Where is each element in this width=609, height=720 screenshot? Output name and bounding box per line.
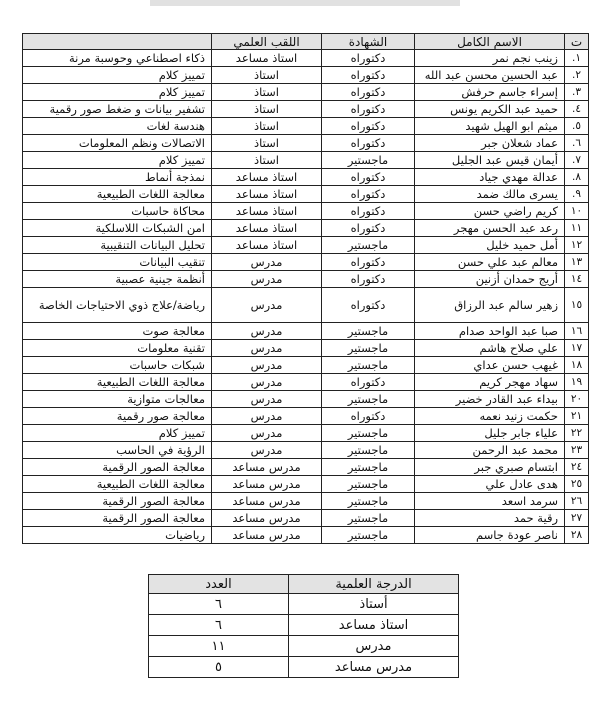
staff-specialization: تحليل البيانات التنقيبية (23, 237, 212, 254)
staff-name: غيهب حسن عداي (415, 357, 565, 374)
table-row (23, 459, 589, 476)
table-row (23, 152, 589, 169)
staff-rank: مدرس مساعد (212, 459, 322, 476)
row-number: ٢٨ (565, 527, 589, 544)
staff-name: ميثم ابو الهيل شهيد (415, 118, 565, 135)
staff-rank: استاذ مساعد (212, 169, 322, 186)
staff-specialization: أنظمة جينية عصبية (23, 271, 212, 288)
table-row (23, 374, 589, 391)
staff-certificate: ماجستير (322, 391, 415, 408)
staff-rank: مدرس (212, 425, 322, 442)
staff-table-header (23, 34, 589, 50)
staff-name: عدالة مهدي جياد (415, 169, 565, 186)
table-row (23, 101, 589, 118)
staff-certificate: دكتوراه (322, 203, 415, 220)
table-row (23, 476, 589, 493)
row-number: ٢٠ (565, 391, 589, 408)
staff-rank: مدرس (212, 340, 322, 357)
header-rank: اللقب العلمي (212, 34, 322, 50)
row-number: ٢٤ (565, 459, 589, 476)
staff-certificate: ماجستير (322, 442, 415, 459)
summary-degree: استاذ مساعد (289, 615, 459, 636)
staff-name: زينب نجم نمر (415, 50, 565, 67)
staff-name: أريج حمدان أزنين (415, 271, 565, 288)
staff-certificate: ماجستير (322, 459, 415, 476)
staff-specialization: معالجة صوت (23, 323, 212, 340)
summary-row (149, 657, 459, 678)
staff-rank: استاذ مساعد (212, 186, 322, 203)
staff-certificate: ماجستير (322, 510, 415, 527)
staff-name: سهاد مهجر كريم (415, 374, 565, 391)
staff-rank: استاذ مساعد (212, 237, 322, 254)
header-degree: الدرجة العلمية (289, 575, 459, 594)
row-number: ١٩ (565, 374, 589, 391)
staff-rank: مدرس مساعد (212, 510, 322, 527)
staff-certificate: دكتوراه (322, 408, 415, 425)
staff-rank: استاذ مساعد (212, 220, 322, 237)
staff-certificate: ماجستير (322, 152, 415, 169)
staff-name: محمد عبد الرحمن (415, 442, 565, 459)
staff-specialization: تمييز كلام (23, 425, 212, 442)
staff-specialization: تمييز كلام (23, 67, 212, 84)
staff-specialization: امن الشبكات اللاسلكية (23, 220, 212, 237)
staff-name: إسراء جاسم حرفش (415, 84, 565, 101)
header-count: العدد (149, 575, 289, 594)
table-row (23, 203, 589, 220)
row-number: ٤. (565, 101, 589, 118)
staff-specialization: شبكات حاسبات (23, 357, 212, 374)
summary-table (148, 574, 459, 678)
staff-certificate: دكتوراه (322, 374, 415, 391)
staff-rank: استاذ (212, 67, 322, 84)
staff-specialization: معالجة الصور الرقمية (23, 459, 212, 476)
staff-certificate: دكتوراه (322, 220, 415, 237)
staff-specialization: هندسة لغات (23, 118, 212, 135)
row-number: ٢٣ (565, 442, 589, 459)
staff-rank: مدرس (212, 391, 322, 408)
staff-rank: مدرس (212, 323, 322, 340)
summary-count: ٦ (149, 615, 289, 636)
staff-certificate: دكتوراه (322, 271, 415, 288)
staff-name: أمل حميد خليل (415, 237, 565, 254)
staff-certificate: دكتوراه (322, 288, 415, 323)
staff-name: حكمت زنيد نعمه (415, 408, 565, 425)
row-number: ١٠ (565, 203, 589, 220)
staff-specialization: معالجة اللغات الطبيعية (23, 374, 212, 391)
table-row (23, 340, 589, 357)
table-row (23, 67, 589, 84)
summary-table-body (149, 594, 459, 678)
staff-specialization: معالجات متوازية (23, 391, 212, 408)
staff-specialization: ذكاء اصطناعي وحوسبة مرنة (23, 50, 212, 67)
staff-name: ناصر عودة جاسم (415, 527, 565, 544)
staff-rank: مدرس (212, 442, 322, 459)
staff-specialization: معالجة الصور الرقمية (23, 493, 212, 510)
row-number: ١٦ (565, 323, 589, 340)
staff-name: رقية حمد (415, 510, 565, 527)
staff-certificate: دكتوراه (322, 254, 415, 271)
staff-rank: استاذ (212, 135, 322, 152)
staff-specialization: تقنية معلومات (23, 340, 212, 357)
row-number: ١١ (565, 220, 589, 237)
staff-rank: مدرس مساعد (212, 476, 322, 493)
staff-rank: مدرس (212, 271, 322, 288)
top-edge-strip (150, 0, 460, 6)
summary-count: ٦ (149, 594, 289, 615)
staff-certificate: ماجستير (322, 357, 415, 374)
staff-name: معالم عبد علي حسن (415, 254, 565, 271)
staff-rank: استاذ (212, 118, 322, 135)
staff-certificate: ماجستير (322, 425, 415, 442)
table-row (23, 50, 589, 67)
summary-count: ١١ (149, 636, 289, 657)
header-name: الاسم الكامل (415, 34, 565, 50)
staff-name: سرمد اسعد (415, 493, 565, 510)
row-number: ٨. (565, 169, 589, 186)
table-row (23, 493, 589, 510)
staff-certificate: دكتوراه (322, 135, 415, 152)
staff-specialization: الرؤية في الحاسب (23, 442, 212, 459)
staff-certificate: دكتوراه (322, 169, 415, 186)
staff-name: صبا عبد الواحد صدام (415, 323, 565, 340)
staff-rank: مدرس (212, 408, 322, 425)
staff-rank: مدرس مساعد (212, 493, 322, 510)
staff-specialization: الاتصالات ونظم المعلومات (23, 135, 212, 152)
staff-specialization: معالجة اللغات الطبيعية (23, 476, 212, 493)
staff-specialization: تنقيب البيانات (23, 254, 212, 271)
staff-specialization: معالجة اللغات الطبيعية (23, 186, 212, 203)
staff-specialization: رياضيات (23, 527, 212, 544)
staff-name: كريم راضي حسن (415, 203, 565, 220)
staff-name: حميد عبد الكريم يونس (415, 101, 565, 118)
header-certificate: الشهادة (322, 34, 415, 50)
table-row (23, 237, 589, 254)
staff-certificate: ماجستير (322, 340, 415, 357)
staff-name: علي صلاح هاشم (415, 340, 565, 357)
table-row (23, 442, 589, 459)
staff-certificate: دكتوراه (322, 84, 415, 101)
table-row (23, 118, 589, 135)
staff-name: علياء جابر جليل (415, 425, 565, 442)
table-row (23, 527, 589, 544)
summary-count: ٥ (149, 657, 289, 678)
staff-rank: استاذ (212, 84, 322, 101)
staff-rank: مدرس (212, 357, 322, 374)
summary-row (149, 594, 459, 615)
summary-row (149, 636, 459, 657)
row-number: ٦. (565, 135, 589, 152)
table-row (23, 220, 589, 237)
table-row (23, 425, 589, 442)
staff-specialization: نمذجة أنماط (23, 169, 212, 186)
summary-row (149, 615, 459, 636)
staff-certificate: دكتوراه (322, 50, 415, 67)
table-row (23, 186, 589, 203)
row-number: ٣. (565, 84, 589, 101)
table-row (23, 169, 589, 186)
row-number: ١٥ (565, 288, 589, 323)
staff-name: بيداء عبد القادر خضير (415, 391, 565, 408)
table-row (23, 288, 589, 323)
staff-certificate: دكتوراه (322, 67, 415, 84)
staff-name: عماد شعلان جبر (415, 135, 565, 152)
table-row (23, 135, 589, 152)
staff-table-body (23, 50, 589, 544)
staff-certificate: ماجستير (322, 237, 415, 254)
table-row (23, 391, 589, 408)
table-row (23, 510, 589, 527)
staff-rank: مدرس (212, 374, 322, 391)
staff-rank: استاذ (212, 101, 322, 118)
row-number: ١٨ (565, 357, 589, 374)
row-number: ٢٥ (565, 476, 589, 493)
summary-table-header (149, 575, 459, 594)
table-row (23, 357, 589, 374)
table-row (23, 323, 589, 340)
row-number: ٢٢ (565, 425, 589, 442)
staff-rank: استاذ (212, 152, 322, 169)
row-number: ١٧ (565, 340, 589, 357)
staff-rank: مدرس مساعد (212, 527, 322, 544)
row-number: ٧. (565, 152, 589, 169)
staff-specialization: تمييز كلام (23, 152, 212, 169)
staff-name: رعد عبد الحسن مهجر (415, 220, 565, 237)
staff-certificate: دكتوراه (322, 118, 415, 135)
staff-specialization: تمييز كلام (23, 84, 212, 101)
header-num: ت (565, 34, 589, 50)
staff-name: زهير سالم عبد الرزاق (415, 288, 565, 323)
staff-name: ابتسام صبري جبر (415, 459, 565, 476)
staff-certificate: ماجستير (322, 527, 415, 544)
staff-certificate: دكتوراه (322, 101, 415, 118)
row-number: ٩. (565, 186, 589, 203)
staff-specialization: تشفير بيانات و ضغط صور رقمية (23, 101, 212, 118)
staff-specialization: معالجة صور رقمية (23, 408, 212, 425)
staff-specialization: معالجة الصور الرقمية (23, 510, 212, 527)
table-row (23, 254, 589, 271)
row-number: ٥. (565, 118, 589, 135)
table-row (23, 84, 589, 101)
staff-name: عبد الحسين محسن عبد الله (415, 67, 565, 84)
row-number: ٢. (565, 67, 589, 84)
row-number: ٢٧ (565, 510, 589, 527)
staff-specialization: محاكاة حاسبات (23, 203, 212, 220)
row-number: ١٣ (565, 254, 589, 271)
header-specialization (23, 34, 212, 50)
staff-name: أيمان قيس عبد الجليل (415, 152, 565, 169)
summary-degree: مدرس (289, 636, 459, 657)
staff-certificate: ماجستير (322, 323, 415, 340)
row-number: ١٤ (565, 271, 589, 288)
row-number: ١٢ (565, 237, 589, 254)
staff-rank: استاذ مساعد (212, 50, 322, 67)
summary-degree: أستاذ (289, 594, 459, 615)
row-number: ٢١ (565, 408, 589, 425)
staff-table (22, 33, 589, 544)
summary-degree: مدرس مساعد (289, 657, 459, 678)
staff-certificate: ماجستير (322, 493, 415, 510)
staff-name: يسرى مالك ضمد (415, 186, 565, 203)
staff-rank: مدرس (212, 254, 322, 271)
table-row (23, 408, 589, 425)
staff-specialization: رياضة/علاج ذوي الاحتياجات الخاصة (23, 288, 212, 323)
staff-certificate: دكتوراه (322, 186, 415, 203)
row-number: ٢٦ (565, 493, 589, 510)
staff-rank: مدرس (212, 288, 322, 323)
table-row (23, 271, 589, 288)
staff-name: هدى عادل علي (415, 476, 565, 493)
row-number: ١. (565, 50, 589, 67)
staff-rank: استاذ مساعد (212, 203, 322, 220)
staff-certificate: ماجستير (322, 476, 415, 493)
